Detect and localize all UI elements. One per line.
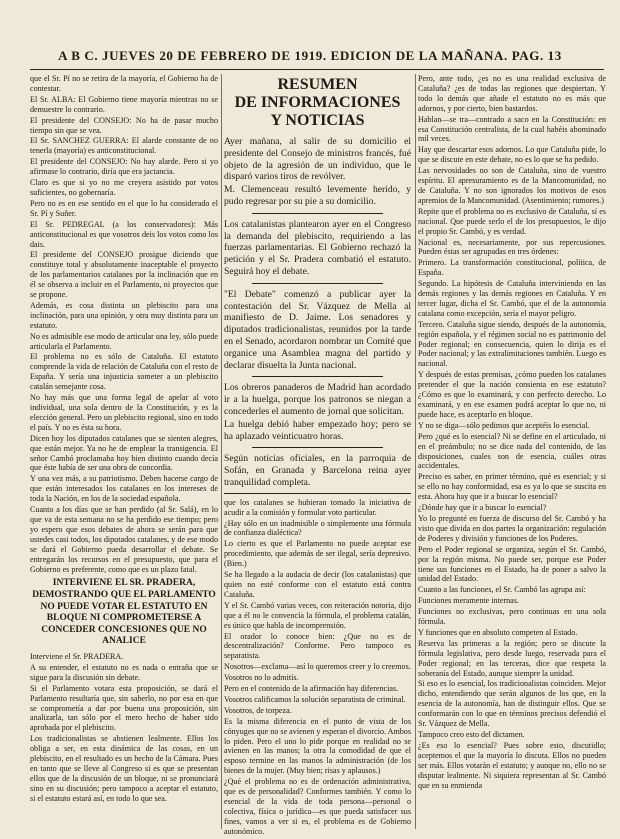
paragraph: El presidente del CONSEJO: No hay alarde. Pero si yo afirmase lo contrario, diría que era jactancia.: [30, 157, 218, 177]
paragraph: Pero ¿qué es lo esencial? Ni se define en el articulado, ni en el preámbulo; no se dice nada del contenido, de las disposiciones, cuales son de esencia, cuáles otras accidentales.: [418, 431, 606, 471]
item-divider: [252, 376, 383, 377]
section-headline: INTERVIENE EL SR. PRADERA, DEMOSTRANDO QUE EL PARLAMENTO NO PUEDE VOTAR EL ESTATUTO EN BLOQUE NI COMPROMETERSE A CONCEDER CONCESIONES QUE NO ANALICE: [32, 578, 216, 647]
paragraph: No hay más que una forma legal de apelar al voto individual, una sola dentro de la Constitución, y es la elección general. Pero un plebiscito regional, sino en todo el país. Y no es ésta su hora.: [30, 393, 218, 432]
paragraph: Cuanto a las funciones, el Sr. Cambó las agrupa así:: [418, 585, 586, 595]
paragraph: Tampoco creo esto del dictamen.: [418, 730, 525, 739]
paragraph: Pero, ante todo, ¿es no es una realidad exclusiva de Cataluña? ¿es de todas las regiones que despiertan. Y todo lo demás que añade el estatuto no es más que adornos, y por cierto, bien bastardos.: [418, 74, 606, 113]
paragraph: Y después de estas premisas, ¿cómo pueden los catalanes pretender el que la nación consienta en ese estatuto? ¿Cómo es que lo examinará, y con perfecto derecho. Lo examinará, y en ese examen podrá aceptar lo que no, ni puede hace, es aceptarlo en bloque.: [418, 370, 606, 419]
paragraph: No es admisible ese modo de articular una ley, sólo puede articularla el Parlamento.: [30, 331, 218, 351]
column-divider: [415, 74, 416, 829]
running-head: A B C. JUEVES 20 DE FEBRERO DE 1919. EDICION DE LA MAÑANA. PAG. 13: [58, 48, 562, 63]
column-center: [224, 74, 412, 836]
title-line: Y NOTICIAS: [270, 112, 365, 129]
column-center-body: [224, 498, 411, 837]
paragraph: "El Debate" comenzó a publicar ayer la contestación del Sr. Vázquez de Mella al manifiesto de D. Jaime. Los senadores y diputados tradicionalistas, reunidos por la tarde en el Senado, acordaron nombrar un Comité que organice una Asamblea magna del partido y declarar disuelta la Junta nacional.: [224, 288, 411, 371]
paragraph: Pero el Poder regional se organiza, según el Sr. Cambó, por la región misma. No puede ser, porque ese Poder tiene sus funciones en el Estado, ha de poner a salvo la unidad del Estado.: [418, 544, 606, 584]
paragraph: Los obreros panaderos de Madrid han acordado ir a la huelga, porque los patronos se niegan a concederles el aumento de jornal que solicitan.: [224, 382, 411, 417]
column-left-body: [30, 74, 218, 574]
column-right-body: [418, 74, 606, 790]
paragraph: ¿Hay sólo en un inadmisible o simplemente una fórmula de confianza dialéctica?: [224, 518, 411, 538]
title-line: RESUMEN: [277, 76, 358, 93]
paragraph: Las nervosidades no son de Cataluña, sino de vuestro espíritu. El apresuramiento es de la Mancomunidad, no de Cataluña. Y no son ignorados los motivos de esos apremios de la Mancomunidad. (Asentimiento; rumores.): [418, 166, 606, 205]
paragraph: Hay que descartar esos adornos. Lo que Cataluña pide, lo que se discute en este debate, no es lo que se ha pedido.: [418, 145, 606, 165]
paragraph: Nosotros—exclama—así lo queremos creer y lo creemos.: [224, 662, 411, 672]
paragraph: Claro es que si yo no me creyera asistido por votos suficientes, no gobernaría.: [30, 178, 218, 197]
paragraph: Si eso es lo esencial, los tradicionalistas coinciden. Mejor dicho, entendiendo que serán algunos de los que, en la esencia de la autonomía, han de distinguir ellos. Que se conformarán con lo que en términos precisos defendió el Sr. Vázquez de Mella.: [418, 679, 606, 729]
paragraph: Cuanto a los días que se han perdido (al Sr. Salá), en lo que va de esta semana no se ha perdido ese tiempo; pero yo espero que esos debates de ahora se serán para que ustedes casi todos, los diputados catalanes, y de ese modo se dará el Gobierno pueda desarrollar el debate. Se entregarán los recursos en el presupuesto, que para el Gobierno es preferente, como que es un plazo fatal.: [30, 505, 218, 574]
column-left-body-continued: [30, 652, 218, 804]
paragraph: Los tradicionalistas se abstienen lealmente. Ellos los obliga a ser, en esta dinámica de las cosas, en un plebiscito, en el resultado es un hecho de la Cámara. Pues en tanto que se lleve al Congreso si es que se presentan ellos que de la discusión de un bloque, ni se pronunciará sino en su discusión; pero tampoco a aceptar el estatuto, si el estatuto estará así, en todo lo que sea.: [30, 734, 218, 803]
column-right: [418, 74, 606, 831]
paragraph: Y una vez más, a su patriotismo. Deben hacerse cargo de que están interesados los catalanes en los intereses de toda la Nación, en los de la sociedad española.: [30, 474, 218, 504]
paragraph: ¿Dónde hay que ir a buscar lo esencial?: [418, 503, 547, 513]
item-divider: [252, 447, 383, 448]
paragraph: Funciones no exclusivas, pero continuas en una sola fórmula.: [418, 607, 606, 627]
paragraph: El Sr. ALBA: El Gobierno tiene mayoría mientras no se demuestre lo contrario.: [30, 94, 218, 114]
paragraph: Ayer mañana, al salir de su domicilio el presidente del Consejo de ministros francés, fué objeto de la agresión de un individuo, que le disparó varios tiros de revólver.: [224, 136, 411, 183]
paragraph: El orador lo conoce bien: ¿Que no es de descentralización? Conforme. Pero tampoco es separatista.: [224, 631, 411, 661]
paragraph: Los catalanistas plantearon ayer en el Congreso la demanda del plebiscito, requiriendo a las fuerzas parlamentarias. El Gobierno rechazó la petición y el Sr. Pradera combatió el estatuto. Seguirá hoy el debate.: [224, 218, 411, 277]
column-divider: [221, 74, 222, 829]
paragraph: La huelga debió haber empezado hoy; pero se ha aplazado veinticuatro horas.: [224, 418, 411, 442]
paragraph: Funciones meramente internas.: [418, 596, 519, 606]
paragraph: Vosotros no lo admitís.: [224, 673, 299, 683]
paragraph: Y no se diga—sólo pedimos que aceptéis lo esencial.: [418, 420, 590, 430]
paragraph: que el Sr. Pí no se retira de la mayoría, el Gobierno ha de contestar.: [30, 74, 218, 93]
paragraph: M. Clemenceau resultó levemente herido, y pudo regresar por su pie a su domicilio.: [224, 184, 411, 207]
paragraph: Vosotros, de torpeza.: [224, 705, 292, 715]
paragraph: Nacional es, necesariamente, por sus repercusiones. Pueden éstas ser agrupadas en tres órdenes:: [418, 237, 606, 257]
paragraph: Pero no es en ese sentido en el que lo ha considerado el Sr. Pí y Suñer.: [30, 198, 218, 218]
paragraph: Y funciones que en absoluto competen al Estado.: [418, 627, 578, 637]
news-summary-title: [224, 76, 411, 130]
paragraph: ¿Qué el problema no es de ordenación administrativa, que es de personalidad? Conformes también. Y como lo esencial de la vida de toda persona—personal o colectiva, física o jurídica—es que pueda satisfacer sus fines, vamos a ver si es, el problema es de Gobierno autonómico.: [224, 777, 411, 836]
paragraph: Y el Sr. Cambó varias veces, con reiteración notoria, dijo que a él no le convencía la fórmula, el problema catalán, es único que habla de incomprensión.: [224, 600, 411, 630]
paragraph: Lo cierto es que el Parlamento no puede aceptar ese procedimiento, que además de ser ilegal, sería depresivo. (Bien.): [224, 539, 411, 569]
header-rule: [30, 69, 604, 70]
paragraph: El presidente del CONSEJO: No ha de pasar mucho tiempo sin que se vea.: [30, 115, 218, 135]
paragraph: Dicen hoy los diputados catalanes que se sienten alegres, que están mejor. Ya no he de emplear la transigencia. El señor Cambó proclamaba hoy bien distinto cuando decía que éste había de ser una obra de concordia.: [30, 433, 218, 473]
paragraph: ¿Es eso lo esencial? Pues sobre esto, discutidlo; aceptemos el que la mayoría lo discuta. Ellos no pueden ser más. Ellos votarán el estatuto; y aunque no, ello no se disputar lealmente. Ni siquiera representan al Sr. Cambó que en su enmienda: [418, 740, 606, 790]
paragraph: Pero en el contenido de la afirmación hay diferencias.: [224, 684, 399, 694]
paragraph: Además, es cosa distinta un plebiscito para una inclinación, para una opinión, y otra muy distinta para un estatuto.: [30, 300, 218, 330]
paragraph: Se ha llegado a la audacia de decir (los catalanistas) que quien no esté conforme con el estatuto está contra Cataluña.: [224, 570, 411, 599]
paragraph: Tercero. Cataluña sigue siendo, después de la autonomía, región española, y el régimen social no es patrimonio del Poder regional; en consecuencia, quien lo dirija es el Poder nacional; y las extralimitaciones también. Luego es nacional.: [418, 319, 606, 369]
paragraph: A su entender, el estatuto no es nada o entraña que se sigue para la discusión sin debate.: [30, 662, 218, 682]
paragraph: Yo lo pregunté en fuerza de discurso del Sr. Cambó y ha visto que divida en dos partes la organización: regulación de Poderes y división y funciones de los Poderes.: [418, 513, 606, 543]
paragraph: Si el Parlamento votara esta proposición, se dará el Parlamento resultaría que, sin saberlo, no por esa en que se comprometía a dar por buena una proposición, sin analizarla, tan sólo por el mero hecho de haber sido aprobada por el plebiscito.: [30, 683, 218, 733]
news-summary-items: [224, 136, 411, 489]
item-divider: [252, 213, 383, 214]
column-left: [30, 74, 218, 831]
paragraph: El Sr. PEDREGAL (a los conservadores): Más anticonstitucional es que vosotros deis los votos como los dais.: [30, 219, 218, 249]
title-line: DE INFORMACIONES: [234, 94, 401, 111]
summary-divider: [224, 493, 411, 494]
paragraph: Repite que el problema no es exclusivo de Cataluña, sí es nacional. Que puede serlo el de los presupuestos, le dijo el propio Sr. Cambó, y es verdad.: [418, 206, 606, 236]
paragraph: Según noticias oficiales, en la parroquia de Sofán, en Granada y Barcelona reina ayer tranquilidad completa.: [224, 453, 411, 488]
paragraph: Interviene el Sr. PRADERA.: [30, 651, 124, 661]
paragraph: Hablan—se tra—contrado a saco en la Constitución: en esa Constitución centralista, de la cual habéis abominado mil veces.: [418, 114, 606, 144]
paragraph: Segundo. La hipótesis de Cataluña interviniendo en las demás regiones y las demás regiones en Cataluña. Y en tercer lugar, dicha el Sr. Cambó, que el de la autonomía catalana como excepción, sería el mayor peligro.: [418, 279, 606, 318]
item-divider: [252, 283, 383, 284]
paragraph: El problema no es sólo de Cataluña. El estatuto comprende la vida de relación de Cataluña con el resto de España. Y sería una injusticia someter a un plebiscito catalán semejante cosa.: [30, 352, 218, 392]
paragraph: Primero. La transformación constitucional, política, de España.: [418, 258, 606, 278]
paragraph: El Sr. SANCHEZ GUERRA: El alarde constante de no tenerla (mayoría) es anticonstitucional.: [30, 136, 218, 156]
paragraph: Preciso es saber, en primer término, qué es esencial; y si se ello no hay conformidad, esa es ya lo que se suscita en esta. Ahora hay que ir a buscar lo esencial?: [418, 472, 606, 502]
paragraph: que los catalanes se hubieran tomado la iniciativa de acudir a la comisión y formular voto particular.: [224, 497, 411, 517]
paragraph: Vosotros calificamos la solución separatista de criminal.: [224, 694, 406, 704]
paragraph: Reserva las primeras a la región; pero se discute la fórmula legislativa, pero desde luego, reservada para el Poder regional; en las terceras, dice que respeta la soberanía del Estado, aunque siempre la unidad.: [418, 638, 606, 678]
paragraph: El presidente del CONSEJO prosigue diciendo que constituye total y absolutamente inaceptable el proyecto de los parlamentarios catalanes por la inclinación que en él se observa a incluir en el Parlamento, ni proyectos que se propone.: [30, 250, 218, 300]
paragraph: Es la misma diferencia en el punto de vista de los cónyuges que no se avienen y esperan el divorcio. Ambos lo piden. Pero el uno lo pide porque en realidad no se avienen en las manos; la otra la comodidad de que el esposo termine en las manos la administración (de los bienes de la mujer. (Muy bien; risas y aplausos.): [224, 716, 412, 776]
